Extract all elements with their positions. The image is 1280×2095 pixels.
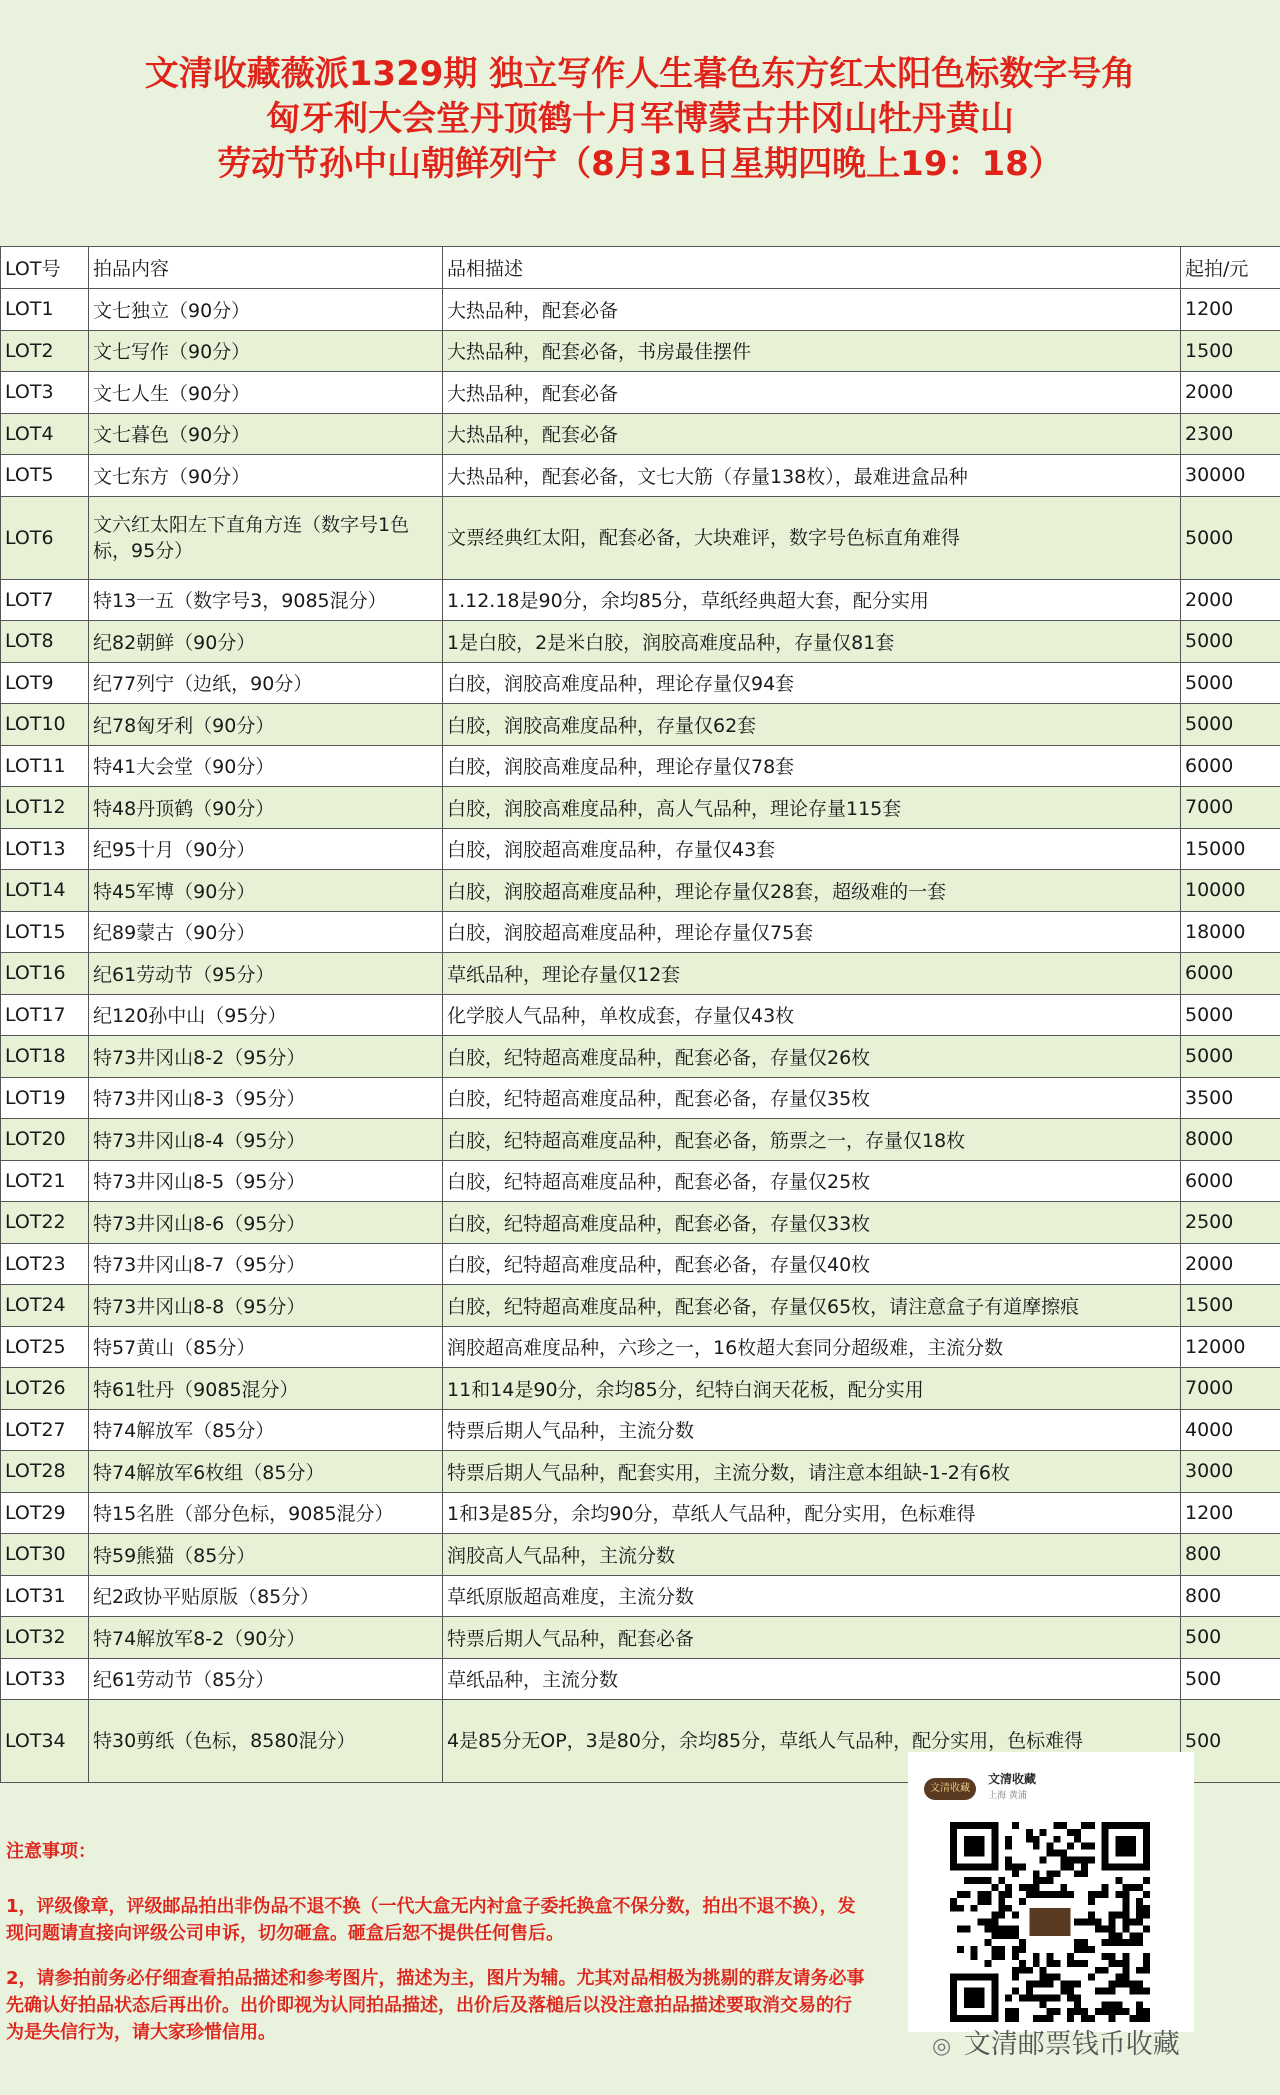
lot-item: 特57黄山（85分） <box>89 1326 443 1368</box>
lot-number: LOT28 <box>1 1451 89 1493</box>
lot-table <box>0 246 1280 1783</box>
title-line-2: 匈牙利大会堂丹顶鹤十月军博蒙古井冈山牡丹黄山 <box>266 99 1014 139</box>
lot-description: 白胶，润胶高难度品种，理论存量仅94套 <box>443 662 1181 704</box>
lot-price: 5000 <box>1181 1036 1280 1078</box>
lot-table-body <box>1 247 1280 1783</box>
lot-item: 纪89蒙古（90分） <box>89 911 443 953</box>
lot-number: LOT5 <box>1 455 89 497</box>
lot-number: LOT32 <box>1 1617 89 1659</box>
lot-item: 特41大会堂（90分） <box>89 745 443 787</box>
lot-item: 纪61劳动节（95分） <box>89 953 443 995</box>
lot-number: LOT10 <box>1 704 89 746</box>
lot-price: 7000 <box>1181 1368 1280 1410</box>
table-row <box>1 1617 1280 1659</box>
lot-description: 白胶，纪特超高难度品种，配套必备，存量仅33枚 <box>443 1202 1181 1244</box>
lot-description: 4是85分无OP，3是80分，余均85分，草纸人气品种，配分实用，色标难得 <box>443 1700 1181 1783</box>
lot-description: 11和14是90分，余均85分，纪特白润天花板，配分实用 <box>443 1368 1181 1410</box>
lot-description: 白胶，纪特超高难度品种，配套必备，存量仅40枚 <box>443 1243 1181 1285</box>
table-row <box>1 372 1280 414</box>
page-title <box>0 52 1280 187</box>
lot-item: 特30剪纸（色标，8580混分） <box>89 1700 443 1783</box>
lot-price: 30000 <box>1181 455 1280 497</box>
lot-item: 文七独立（90分） <box>89 289 443 331</box>
lot-number: LOT25 <box>1 1326 89 1368</box>
lot-price: 8000 <box>1181 1119 1280 1161</box>
lot-price: 2000 <box>1181 1243 1280 1285</box>
lot-description: 大热品种，配套必备 <box>443 372 1181 414</box>
table-row <box>1 1575 1280 1617</box>
title-line-1: 文清收藏薇派1329期 独立写作人生暮色东方红太阳色标数字号角 <box>144 54 1136 94</box>
table-row <box>1 911 1280 953</box>
lot-number: LOT1 <box>1 289 89 331</box>
lot-description: 白胶，润胶超高难度品种，存量仅43套 <box>443 828 1181 870</box>
lot-item: 文七写作（90分） <box>89 330 443 372</box>
lot-item: 特48丹顶鹤（90分） <box>89 787 443 829</box>
lot-description: 草纸品种，理论存量仅12套 <box>443 953 1181 995</box>
lot-price: 6000 <box>1181 745 1280 787</box>
lot-description: 大热品种，配套必备，文七大筋（存量138枚），最难进盒品种 <box>443 455 1181 497</box>
lot-number: LOT3 <box>1 372 89 414</box>
lot-price: 1200 <box>1181 289 1280 331</box>
table-row <box>1 953 1280 995</box>
lot-description: 化学胶人气品种，单枚成套，存量仅43枚 <box>443 994 1181 1036</box>
lot-item: 特73井冈山8-5（95分） <box>89 1160 443 1202</box>
lot-item: 特73井冈山8-2（95分） <box>89 1036 443 1078</box>
lot-number: LOT15 <box>1 911 89 953</box>
lot-description: 特票后期人气品种，主流分数 <box>443 1409 1181 1451</box>
lot-number: LOT4 <box>1 413 89 455</box>
lot-item: 文六红太阳左下直角方连（数字号1色标，95分） <box>89 496 443 579</box>
lot-item: 纪95十月（90分） <box>89 828 443 870</box>
watermark-text: 文清邮票钱币收藏 <box>963 2029 1180 2060</box>
table-row <box>1 1451 1280 1493</box>
table-row <box>1 745 1280 787</box>
lot-description: 特票后期人气品种，配套必备 <box>443 1617 1181 1659</box>
lot-number: LOT22 <box>1 1202 89 1244</box>
lot-number: LOT33 <box>1 1658 89 1700</box>
lot-description: 特票后期人气品种，配套实用，主流分数，请注意本组缺-1-2有6枚 <box>443 1451 1181 1493</box>
lot-number: LOT14 <box>1 870 89 912</box>
lot-description: 白胶，润胶高难度品种，存量仅62套 <box>443 704 1181 746</box>
lot-price: 2000 <box>1181 372 1280 414</box>
lot-item: 文七人生（90分） <box>89 372 443 414</box>
lot-price: 5000 <box>1181 994 1280 1036</box>
lot-description: 大热品种，配套必备 <box>443 289 1181 331</box>
table-row <box>1 496 1280 579</box>
lot-price: 1500 <box>1181 330 1280 372</box>
lot-number: LOT34 <box>1 1700 89 1783</box>
lot-number: LOT2 <box>1 330 89 372</box>
note-item-2: 2，请参拍前务必仔细查看拍品描述和参考图片，描述为主，图片为辅。尤其对品相极为挑剔的群友请务必事先确认好拍品状态后再出价。出价即视为认同拍品描述，出价后及落槌后以没注意拍品描述要取消交易的行为是失信行为，请大家珍惜信用。 <box>6 1968 865 2043</box>
lot-price: 5000 <box>1181 662 1280 704</box>
lot-price: 800 <box>1181 1534 1280 1576</box>
shop-name: 文清收藏 <box>988 1772 1037 1786</box>
lot-description: 1.12.18是90分，余均85分，草纸经典超大套，配分实用 <box>443 579 1181 621</box>
note-item-1: 1，评级像章，评级邮品拍出非伪品不退不换（一代大盒无内衬盒子委托换盒不保分数，拍出不退不换），发现问题请直接向评级公司申诉，切勿砸盒。砸盒后恕不提供任何售后。 <box>6 1896 856 1944</box>
lot-item: 特73井冈山8-8（95分） <box>89 1285 443 1327</box>
lot-price: 1500 <box>1181 1285 1280 1327</box>
lot-item: 纪82朝鲜（90分） <box>89 621 443 663</box>
lot-item: 特73井冈山8-3（95分） <box>89 1077 443 1119</box>
lot-number: LOT23 <box>1 1243 89 1285</box>
lot-item: 纪77列宁（边纸，90分） <box>89 662 443 704</box>
table-row <box>1 994 1280 1036</box>
lot-item: 纪78匈牙利（90分） <box>89 704 443 746</box>
lot-number: LOT20 <box>1 1119 89 1161</box>
lot-number: LOT19 <box>1 1077 89 1119</box>
lot-item: 纪61劳动节（85分） <box>89 1658 443 1700</box>
wechat-icon: ◎ <box>932 2034 952 2059</box>
lot-number: LOT27 <box>1 1409 89 1451</box>
table-row <box>1 330 1280 372</box>
lot-description: 白胶，纪特超高难度品种，配套必备，存量仅35枚 <box>443 1077 1181 1119</box>
lot-item: 纪120孙中山（95分） <box>89 994 443 1036</box>
lot-number: LOT17 <box>1 994 89 1036</box>
lot-number: LOT6 <box>1 496 89 579</box>
table-row <box>1 1368 1280 1410</box>
lot-description: 白胶，润胶超高难度品种，理论存量仅75套 <box>443 911 1181 953</box>
header-price: 起拍/元 <box>1181 247 1280 289</box>
lot-description: 白胶，纪特超高难度品种，配套必备，存量仅26枚 <box>443 1036 1181 1078</box>
lot-price: 2500 <box>1181 1202 1280 1244</box>
lot-item: 特15名胜（部分色标，9085混分） <box>89 1492 443 1534</box>
table-row <box>1 1119 1280 1161</box>
title-line-3: 劳动节孙中山朝鲜列宁（8月31日星期四晚上19：18） <box>217 144 1063 184</box>
lot-description: 文票经典红太阳，配套必备，大块难评，数字号色标直角难得 <box>443 496 1181 579</box>
lot-price: 3500 <box>1181 1077 1280 1119</box>
table-row <box>1 1077 1280 1119</box>
lot-number: LOT13 <box>1 828 89 870</box>
table-row <box>1 787 1280 829</box>
lot-number: LOT24 <box>1 1285 89 1327</box>
lot-description: 白胶，润胶高难度品种，高人气品种，理论存量115套 <box>443 787 1181 829</box>
lot-number: LOT30 <box>1 1534 89 1576</box>
lot-number: LOT8 <box>1 621 89 663</box>
lot-item: 特61牡丹（9085混分） <box>89 1368 443 1410</box>
table-row <box>1 1492 1280 1534</box>
lot-number: LOT31 <box>1 1575 89 1617</box>
table-row <box>1 828 1280 870</box>
lot-price: 12000 <box>1181 1326 1280 1368</box>
shop-logo: 文清收藏 <box>924 1778 976 1800</box>
lot-price: 6000 <box>1181 1160 1280 1202</box>
lot-description: 润胶超高难度品种，六珍之一，16枚超大套同分超级难，主流分数 <box>443 1326 1181 1368</box>
lot-description: 草纸品种，主流分数 <box>443 1658 1181 1700</box>
lot-description: 白胶，纪特超高难度品种，配套必备，存量仅65枚，请注意盒子有道摩擦痕 <box>443 1285 1181 1327</box>
lot-item: 特73井冈山8-6（95分） <box>89 1202 443 1244</box>
lot-price: 15000 <box>1181 828 1280 870</box>
lot-number: LOT26 <box>1 1368 89 1410</box>
table-row <box>1 1658 1280 1700</box>
lot-description: 大热品种，配套必备，书房最佳摆件 <box>443 330 1181 372</box>
lot-price: 2000 <box>1181 579 1280 621</box>
header-lot: LOT号 <box>1 247 89 289</box>
lot-item: 特59熊猫（85分） <box>89 1534 443 1576</box>
lot-item: 特74解放军（85分） <box>89 1409 443 1451</box>
table-row <box>1 1534 1280 1576</box>
lot-number: LOT9 <box>1 662 89 704</box>
lot-item: 特74解放军6枚组（85分） <box>89 1451 443 1493</box>
table-row <box>1 1326 1280 1368</box>
table-row <box>1 662 1280 704</box>
lot-item: 文七东方（90分） <box>89 455 443 497</box>
lot-description: 大热品种，配套必备 <box>443 413 1181 455</box>
lot-price: 5000 <box>1181 621 1280 663</box>
table-row <box>1 1409 1280 1451</box>
lot-number: LOT16 <box>1 953 89 995</box>
qr-code-icon[interactable] <box>944 1822 1156 2022</box>
lot-price: 7000 <box>1181 787 1280 829</box>
header-desc: 品相描述 <box>443 247 1181 289</box>
table-row <box>1 455 1280 497</box>
table-row <box>1 870 1280 912</box>
notes-section <box>6 1838 866 2064</box>
lot-number: LOT18 <box>1 1036 89 1078</box>
lot-description: 白胶，纪特超高难度品种，配套必备，存量仅25枚 <box>443 1160 1181 1202</box>
lot-price: 5000 <box>1181 496 1280 579</box>
notes-title: 注意事项： <box>6 1841 96 1862</box>
lot-price: 4000 <box>1181 1409 1280 1451</box>
lot-price: 2300 <box>1181 413 1280 455</box>
table-header-row <box>1 247 1280 289</box>
lot-number: LOT12 <box>1 787 89 829</box>
lot-number: LOT11 <box>1 745 89 787</box>
lot-price: 800 <box>1181 1575 1280 1617</box>
table-row <box>1 1285 1280 1327</box>
lot-price: 3000 <box>1181 1451 1280 1493</box>
lot-price: 500 <box>1181 1658 1280 1700</box>
shop-location: 上海 黄浦 <box>988 1791 1027 1801</box>
lot-description: 草纸原版超高难度，主流分数 <box>443 1575 1181 1617</box>
qr-card <box>908 1752 1194 2032</box>
lot-price: 500 <box>1181 1617 1280 1659</box>
lot-description: 润胶高人气品种，主流分数 <box>443 1534 1181 1576</box>
lot-number: LOT29 <box>1 1492 89 1534</box>
table-row <box>1 413 1280 455</box>
table-row <box>1 289 1280 331</box>
lot-item: 特73井冈山8-4（95分） <box>89 1119 443 1161</box>
table-row <box>1 1243 1280 1285</box>
lot-description: 1是白胶，2是米白胶，润胶高难度品种，存量仅81套 <box>443 621 1181 663</box>
lot-price: 500 <box>1181 1700 1280 1783</box>
lot-item: 文七暮色（90分） <box>89 413 443 455</box>
table-row <box>1 621 1280 663</box>
lot-price: 1200 <box>1181 1492 1280 1534</box>
lot-description: 白胶，润胶超高难度品种，理论存量仅28套，超级难的一套 <box>443 870 1181 912</box>
lot-item: 纪2政协平贴原版（85分） <box>89 1575 443 1617</box>
header-item: 拍品内容 <box>89 247 443 289</box>
table-row <box>1 704 1280 746</box>
table-row <box>1 579 1280 621</box>
lot-item: 特13一五（数字号3，9085混分） <box>89 579 443 621</box>
lot-item: 特73井冈山8-7（95分） <box>89 1243 443 1285</box>
lot-price: 18000 <box>1181 911 1280 953</box>
lot-price: 10000 <box>1181 870 1280 912</box>
lot-description: 白胶，纪特超高难度品种，配套必备，筋票之一，存量仅18枚 <box>443 1119 1181 1161</box>
table-row <box>1 1202 1280 1244</box>
lot-number: LOT21 <box>1 1160 89 1202</box>
table-row <box>1 1036 1280 1078</box>
watermark <box>932 2022 1180 2061</box>
lot-item: 特74解放军8-2（90分） <box>89 1617 443 1659</box>
lot-price: 6000 <box>1181 953 1280 995</box>
lot-item: 特45军博（90分） <box>89 870 443 912</box>
lot-description: 白胶，润胶高难度品种，理论存量仅78套 <box>443 745 1181 787</box>
lot-price: 5000 <box>1181 704 1280 746</box>
lot-description: 1和3是85分，余均90分，草纸人气品种，配分实用，色标难得 <box>443 1492 1181 1534</box>
table-row <box>1 1160 1280 1202</box>
lot-number: LOT7 <box>1 579 89 621</box>
